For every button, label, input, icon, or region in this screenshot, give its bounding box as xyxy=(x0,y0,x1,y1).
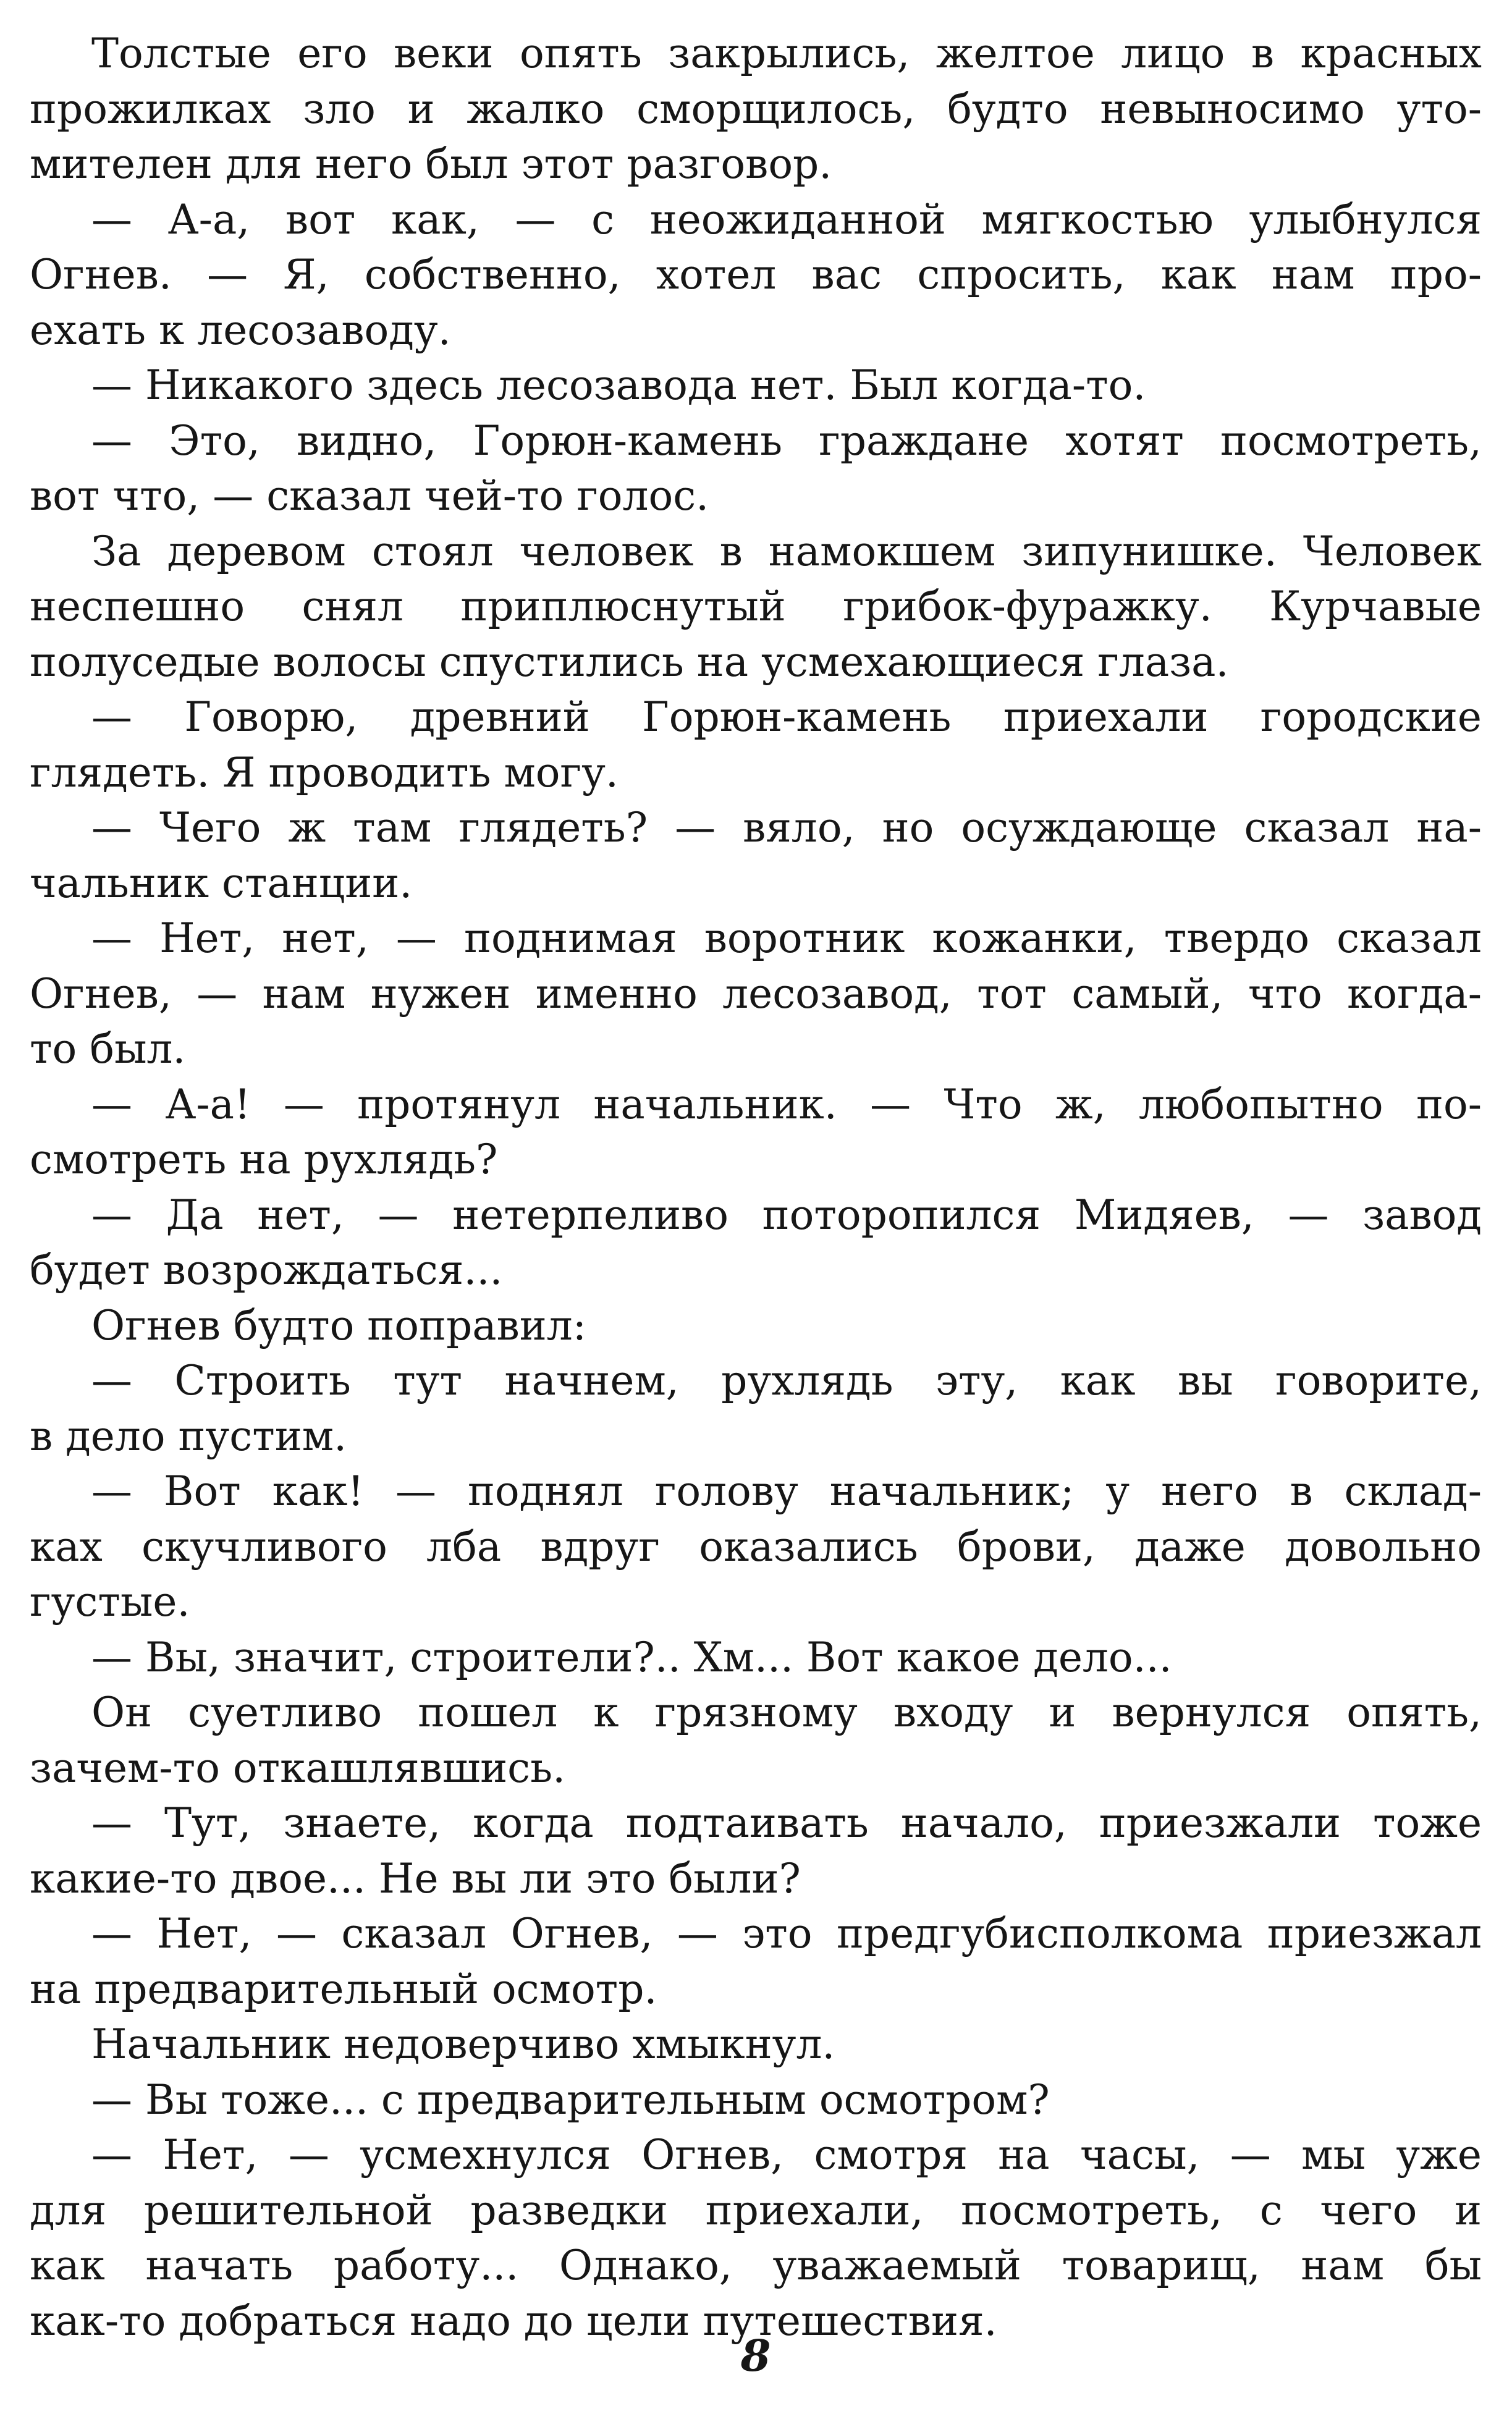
text-line: — Да нет, — нетерпеливо поторопился Мидяев, — завод xyxy=(91,1191,1482,1239)
text-line: густые. xyxy=(30,1578,190,1626)
text-line: как-то добраться надо до цели путешествия. xyxy=(30,2297,997,2345)
text-line: — Вы тоже... с предварительным осмотром? xyxy=(91,2075,1050,2124)
text-line: — А-а, вот как, — с неожиданной мягкостью улыбнулся xyxy=(91,195,1482,243)
text-line: ехать к лесозаводу. xyxy=(30,306,451,354)
text-line: полуседые волосы спустились на усмехающиеся глаза. xyxy=(30,638,1229,686)
text-line: — Вот как! — поднял голову начальник; у него в склад- xyxy=(91,1467,1482,1515)
text-line: — Нет, — сказал Огнев, — это предгубисполкома приезжал xyxy=(91,1910,1482,1957)
text-line: — Нет, — усмехнулся Огнев, смотря на часы, — мы уже xyxy=(91,2131,1482,2179)
text-line: — Тут, знаете, когда подтаивать начало, приезжали тоже xyxy=(91,1799,1482,1847)
text-line: для решительной разведки приехали, посмотреть, с чего и xyxy=(30,2186,1482,2234)
text-line: — Никакого здесь лесозавода нет. Был когда-то. xyxy=(91,361,1146,409)
text-line: в дело пустим. xyxy=(30,1412,347,1460)
page-number: 8 xyxy=(740,2330,771,2381)
text-line: Огнев, — нам нужен именно лесозавод, тот самый, что когда- xyxy=(30,969,1482,1018)
text-line: — Строить тут начнем, рухлядь эту, как вы говорите, xyxy=(91,1357,1482,1404)
text-line: — Чего ж там глядеть? — вяло, но осуждающе сказал на- xyxy=(91,804,1482,851)
text-line: неспешно снял приплюснутый грибок-фуражку. Курчавые xyxy=(30,583,1482,630)
text-line: мителен для него был этот разговор. xyxy=(30,140,832,188)
text-line: глядеть. Я проводить могу. xyxy=(30,748,619,796)
text-line: зачем-то откашлявшись. xyxy=(30,1744,566,1792)
text-line: прожилках зло и жалко сморщилось, будто невыносимо уто- xyxy=(30,85,1482,133)
text-line: Огнев будто поправил: xyxy=(91,1301,586,1349)
text-line: Он суетливо пошел к грязному входу и вернулся опять, xyxy=(91,1689,1482,1736)
text-line: — А-а! — протянул начальник. — Что ж, любопытно по- xyxy=(91,1080,1482,1128)
text-line: будет возрождаться... xyxy=(30,1246,503,1294)
text-line: Толстые его веки опять закрылись, желтое лицо в красных xyxy=(91,30,1482,77)
text-line: ках скучливого лба вдруг оказались брови, даже довольно xyxy=(30,1522,1482,1571)
text-line: смотреть на рухлядь? xyxy=(30,1136,498,1183)
text-line: то был. xyxy=(30,1025,186,1073)
text-line: на предварительный осмотр. xyxy=(30,1965,657,2013)
page-text xyxy=(30,26,1482,2349)
text-line: За деревом стоял человек в намокшем зипунишке. Человек xyxy=(91,527,1482,575)
text-line: как начать работу... Однако, уважаемый товарищ, нам бы xyxy=(30,2242,1482,2289)
text-line: — Вы, значит, строители?.. Хм... Вот какое дело... xyxy=(91,1633,1172,1681)
text-line: чальник станции. xyxy=(30,859,413,907)
text-line: Начальник недоверчиво хмыкнул. xyxy=(91,2020,835,2068)
text-line: — Нет, нет, — поднимая воротник кожанки, твердо сказал xyxy=(91,914,1482,962)
text-line: какие-то двое... Не вы ли это были? xyxy=(30,1854,801,1902)
text-line: Огнев. — Я, собственно, хотел вас спросить, как нам про- xyxy=(30,251,1482,298)
text-line: — Говорю, древний Горюн-камень приехали городские xyxy=(91,693,1482,741)
text-line: вот что, — сказал чей-то голос. xyxy=(30,472,709,520)
text-line: — Это, видно, Горюн-камень граждане хотят посмотреть, xyxy=(91,416,1482,465)
book-page xyxy=(30,12,1482,2410)
